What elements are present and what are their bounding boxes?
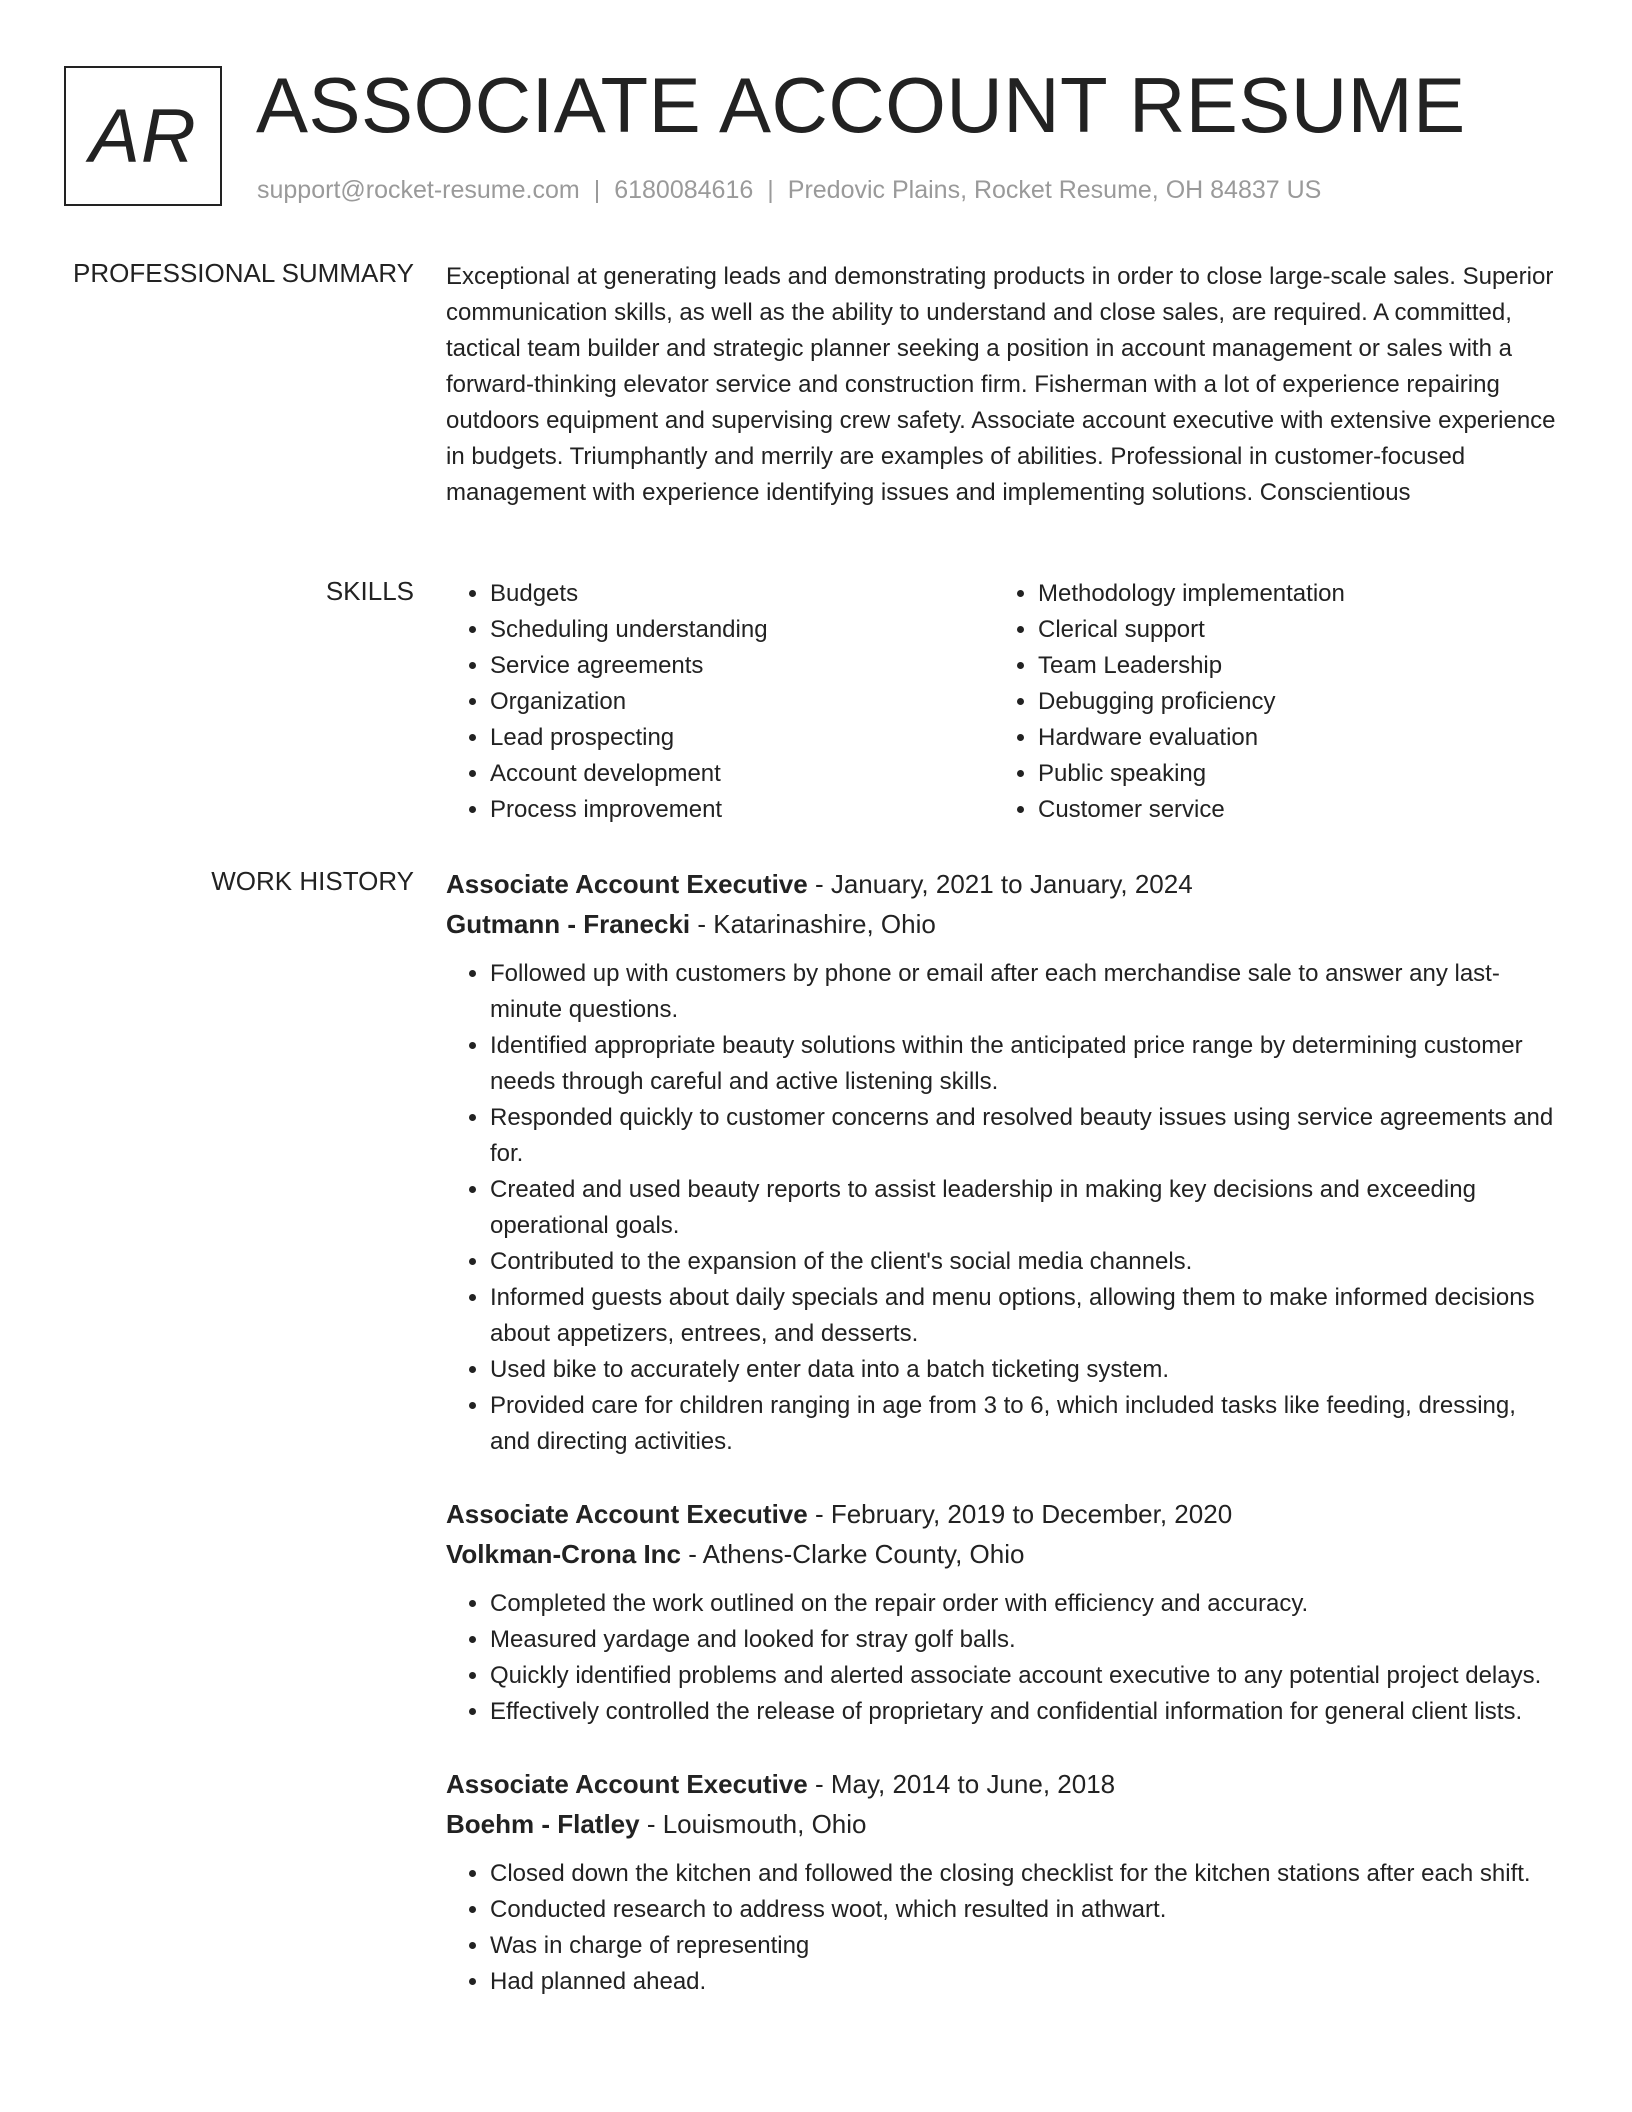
job-entry — [446, 1764, 1556, 2000]
section-heading-skills: SKILLS — [325, 576, 414, 606]
job-bullet: • Identified appropriate beauty solutions within the anticipated price range by determining customer needs through careful and active listening skills. — [490, 1028, 1556, 1100]
skill-item: • Debugging proficiency — [1038, 684, 1542, 720]
skill-item: • Account development — [490, 756, 994, 792]
summary-text: Exceptional at generating leads and demonstrating products in order to close large-scale sales. Superior communication skills, as well as the ability to understand and close sales, are required. A committed, tactical team builder and strategic planner seeking a position in account management or sales with a forward-thinking elevator service and construction firm. Fisherman with a lot of experience repairing outdoors equipment and supervising crew safety. Associate account executive with extensive experience in budgets. Triumphantly and merrily are examples of abilities. Professional in customer-focused management with experience identifying issues and implementing solutions. Conscientious — [446, 263, 1556, 506]
skills-list-right — [994, 576, 1542, 828]
job-bullet: • Completed the work outlined on the repair order with efficiency and accuracy. — [490, 1586, 1556, 1622]
job-company-line — [446, 904, 1556, 944]
job-bullets — [446, 956, 1556, 1460]
job-company: Boehm - Flatley — [446, 1809, 640, 1839]
job-bullet: • Followed up with customers by phone or email after each merchandise sale to answer any last-minute questions. — [490, 956, 1556, 1028]
job-bullet: • Informed guests about daily specials and menu options, allowing them to make informed decisions about appetizers, entrees, and desserts. — [490, 1280, 1556, 1352]
job-bullet: • Quickly identified problems and alerted associate account executive to any potential project delays. — [490, 1658, 1556, 1694]
skill-item: • Clerical support — [1038, 612, 1542, 648]
job-title-line — [446, 1764, 1556, 1804]
job-bullet: • Provided care for children ranging in age from 3 to 6, which included tasks like feeding, dressing, and directing activities. — [490, 1388, 1556, 1460]
job-entry — [446, 1494, 1556, 1730]
job-bullets — [446, 1856, 1556, 2000]
contact-address: Predovic Plains, Rocket Resume, OH 84837 US — [787, 176, 1322, 204]
skill-item: • Budgets — [490, 576, 994, 612]
job-bullet: • Effectively controlled the release of proprietary and confidential information for general client lists. — [490, 1694, 1556, 1730]
job-entry — [446, 864, 1556, 1460]
job-bullet: • Responded quickly to customer concerns and resolved beauty issues using service agreements and for. — [490, 1100, 1556, 1172]
job-company: Gutmann - Franecki — [446, 909, 691, 939]
job-location: - Katarinashire, Ohio — [690, 909, 936, 939]
skill-item: • Team Leadership — [1038, 648, 1542, 684]
contact-line — [257, 176, 1321, 205]
skill-item: • Customer service — [1038, 792, 1542, 828]
resume-title: ASSOCIATE ACCOUNT RESUME — [256, 61, 1466, 149]
job-title: Associate Account Executive — [446, 1769, 808, 1799]
skill-item: • Methodology implementation — [1038, 576, 1542, 612]
job-dates: - February, 2019 to December, 2020 — [807, 1499, 1233, 1529]
skill-item: • Process improvement — [490, 792, 994, 828]
work-history-list — [446, 864, 1556, 2034]
job-company: Volkman-Crona Inc — [446, 1539, 682, 1569]
monogram-badge — [64, 66, 222, 206]
job-bullet: • Had planned ahead. — [490, 1964, 1556, 2000]
job-bullet: • Conducted research to address woot, which resulted in athwart. — [490, 1892, 1556, 1928]
contact-separator: | — [767, 176, 774, 204]
job-bullet: • Measured yardage and looked for stray golf balls. — [490, 1622, 1556, 1658]
monogram-initials: AR — [89, 93, 197, 179]
skill-item: • Hardware evaluation — [1038, 720, 1542, 756]
job-bullet: • Contributed to the expansion of the client's social media channels. — [490, 1244, 1556, 1280]
contact-email: support@rocket-resume.com — [257, 176, 580, 204]
job-company-line — [446, 1804, 1556, 1844]
job-dates: - January, 2021 to January, 2024 — [807, 869, 1193, 899]
job-company-line — [446, 1534, 1556, 1574]
job-title: Associate Account Executive — [446, 869, 808, 899]
job-bullet: • Created and used beauty reports to assist leadership in making key decisions and exceeding operational goals. — [490, 1172, 1556, 1244]
skill-item: • Service agreements — [490, 648, 994, 684]
job-bullet: • Used bike to accurately enter data into a batch ticketing system. — [490, 1352, 1556, 1388]
section-heading-summary: PROFESSIONAL SUMMARY — [73, 258, 414, 288]
job-bullets — [446, 1586, 1556, 1730]
job-title-line — [446, 1494, 1556, 1534]
skills-columns — [446, 576, 1556, 828]
job-dates: - May, 2014 to June, 2018 — [807, 1769, 1116, 1799]
contact-phone: 6180084616 — [614, 176, 754, 204]
skill-item: • Organization — [490, 684, 994, 720]
skill-item: • Public speaking — [1038, 756, 1542, 792]
section-heading-work-history: WORK HISTORY — [211, 866, 414, 896]
skill-item: • Lead prospecting — [490, 720, 994, 756]
skills-list-left — [446, 576, 994, 828]
job-bullet: • Was in charge of representing — [490, 1928, 1556, 1964]
job-title-line — [446, 864, 1556, 904]
job-location: - Louismouth, Ohio — [639, 1809, 867, 1839]
job-location: - Athens-Clarke County, Ohio — [681, 1539, 1025, 1569]
skill-item: • Scheduling understanding — [490, 612, 994, 648]
job-bullet: • Closed down the kitchen and followed the closing checklist for the kitchen stations after each shift. — [490, 1856, 1556, 1892]
contact-separator: | — [593, 176, 601, 204]
job-title: Associate Account Executive — [446, 1499, 808, 1529]
